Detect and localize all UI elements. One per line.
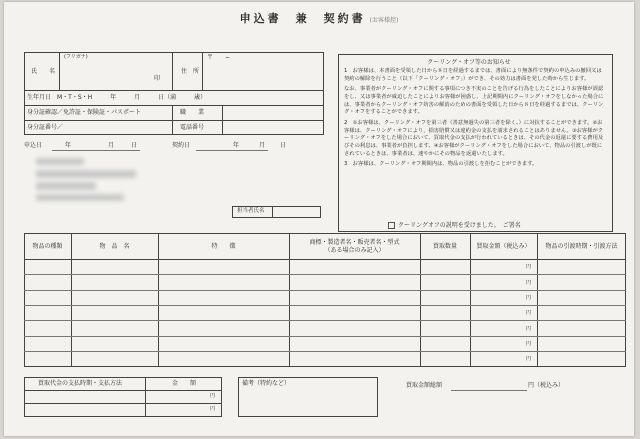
id-check-label: 身分証確認／免許証・保険証・パスポート xyxy=(27,109,142,116)
yen-unit: 円 xyxy=(526,310,532,317)
seal-label: 印 xyxy=(154,75,161,82)
yen-unit: 円 xyxy=(526,325,532,332)
explanation-checkbox[interactable] xyxy=(388,222,395,229)
col-brand: 商標・製造者名・販売者名・型式 （ある場合のみ記入） xyxy=(309,239,400,254)
company-info-blurred xyxy=(36,158,84,165)
remarks-label: 備考（特約など） xyxy=(242,380,291,387)
birthdate-label: 生年月日 M・T・S・H 年 月 日（満 歳） xyxy=(27,94,207,101)
furigana-label: (フリガナ) xyxy=(64,54,88,60)
explanation-label: クーリングオフの説明を受けました。 ご署名 xyxy=(398,222,521,229)
id-number-label: 身分証番号／ xyxy=(27,124,64,131)
yen-unit: 円 xyxy=(526,264,532,271)
table-row-line xyxy=(24,351,626,352)
table-row-line xyxy=(24,320,626,321)
payment-method-label: 買取代金の支払時期・支払方法 xyxy=(38,380,123,387)
contract-form: 申込書 兼 契約書 (お客様控) (フリガナ) 氏 名 印 住 所 〒 − 生年月日 M・T・S・H 年 月 日（満 歳） 身分証確認／免許証・保険証・パスポート 身分証番号／ 職 業 電話番号 クーリング・オフ等のお知らせ 1 お客様は、本書面を受領した日から８日を経過するまでは、書面により無条件で契約の申込みの撤回又は契約の解除を行うこと（以下「クーリング・オフ」）ができ、その効力は書面を発した時から生じます。 なお、事業者がクーリング・オフに関する事項につき不実のことを告げる行為をしたことによりお客様が誤認をし、又は事業者が威迫したことによりお客様が困惑し、上記期間内にクーリング・オフをしなかった場合には、事業者からクーリング・オフ妨害の解消のための書面を受領した日から８日を経過するまでは、クーリング・オフをすることができます。 2 ①お客様は、クーリング・オフを第三者（善意無過失の第三者を除く。）に対抗することができます。②お客様は、クーリング・オフにより、損害賠償又は違約金の支払を請求されることはありません。③お客様がクーリング・オフをした場合において、買取代金の支払が行われているときは、その代金の返還に要する費用及びその利息は、事業者が負担します。④お客様がクーリング・オフをした場合において、物品の引渡しが既にされているときは、事業者は、速やかにその物品を返還いたします。 3 お客様は、クーリング・オフ期間内は、物品の引渡しを拒むことができます。 申込日 年 月 日 契約日 年 月 日 担当者氏名 クーリングオフの説明を受けました。 ご署名 物品の種類 物 品 名 特 徴 商標・製造者名・販売者名・型式 （ある場合のみ記入） 買取数量 買取金額（税込み） 物品の引渡時期・引渡方法 円 円 円 円 円 円 円 買取代金の支払時期・支払方法 金 額 円 円 備考（特約など） 買取金額総額 円（税込み） xyxy=(4,2,634,436)
col-item-type: 物品の種類 xyxy=(32,243,63,250)
yen-unit: 円 xyxy=(526,340,532,347)
col-amount: 買取金額（税込み） xyxy=(476,243,531,250)
yen-unit: 円 xyxy=(526,279,532,286)
table-row-line xyxy=(24,290,626,291)
notice-title: クーリング・オフ等のお知らせ xyxy=(427,59,511,66)
name-label: 氏 名 xyxy=(31,68,56,75)
col-item-name: 物 品 名 xyxy=(99,243,130,250)
table-row-line xyxy=(24,336,626,337)
address-label: 住 所 xyxy=(181,68,200,75)
postal-mark: 〒 − xyxy=(207,54,231,61)
notice-body: 1 お客様は、本書面を受領した日から８日を経過するまでは、書面により無条件で契約の申込みの撤回又は契約の解除を行うこと（以下「クーリング・オフ」）ができ、その効力は書面を発した時から生じます。 なお、事業者がクーリング・オフに関する事項につき不実のことを告げる行為をしたことによりお客様が誤認をし、又は事業者が威迫したことによりお客様が困惑し、上記期間内にクーリング・オフをしなかった場合には、事業者からクーリング・オフ妨害の解消のための書面を受領した日から８日を経過するまでは、クーリング・オフをすることができます。 2 ①お客様は、クーリング・オフを第三者（善意無過失の第三者を除く。）に対抗することができます。②お客様は、クーリング・オフにより、損害賠償又は違約金の支払を請求されることはありません。③お客様がクーリング・オフをした場合において、買取代金の支払が行われているときは、その代金の返還に要する費用及びその利息は、事業者が負担します。④お客様がクーリング・オフをした場合において、物品の引渡しが既にされているときは、事業者は、速やかにその物品を返還いたします。 3 お客様は、クーリング・オフ期間内は、物品の引渡しを拒むことができます。 xyxy=(344,68,604,168)
application-date-label: 申込日 xyxy=(24,142,43,149)
col-delivery: 物品の引渡時期・引渡方法 xyxy=(545,243,618,250)
form-title: 申込書 兼 契約書 (お客様控) xyxy=(239,12,399,25)
phone-label: 電話番号 xyxy=(180,124,205,131)
contract-date-label: 契約日 xyxy=(172,142,191,149)
col-features: 特 徴 xyxy=(211,243,236,250)
staff-name-label: 担当者氏名 xyxy=(237,208,265,214)
occupation-label: 職 業 xyxy=(180,109,205,116)
total-unit: 円（税込み） xyxy=(528,382,565,389)
table-row-line xyxy=(24,274,626,275)
yen-unit: 円 xyxy=(526,294,532,301)
total-label: 買取金額総額 xyxy=(406,382,443,389)
amount-label: 金 額 xyxy=(172,380,197,387)
yen-unit: 円 xyxy=(526,356,532,363)
col-quantity: 買取数量 xyxy=(432,243,457,250)
table-row-line xyxy=(24,305,626,306)
